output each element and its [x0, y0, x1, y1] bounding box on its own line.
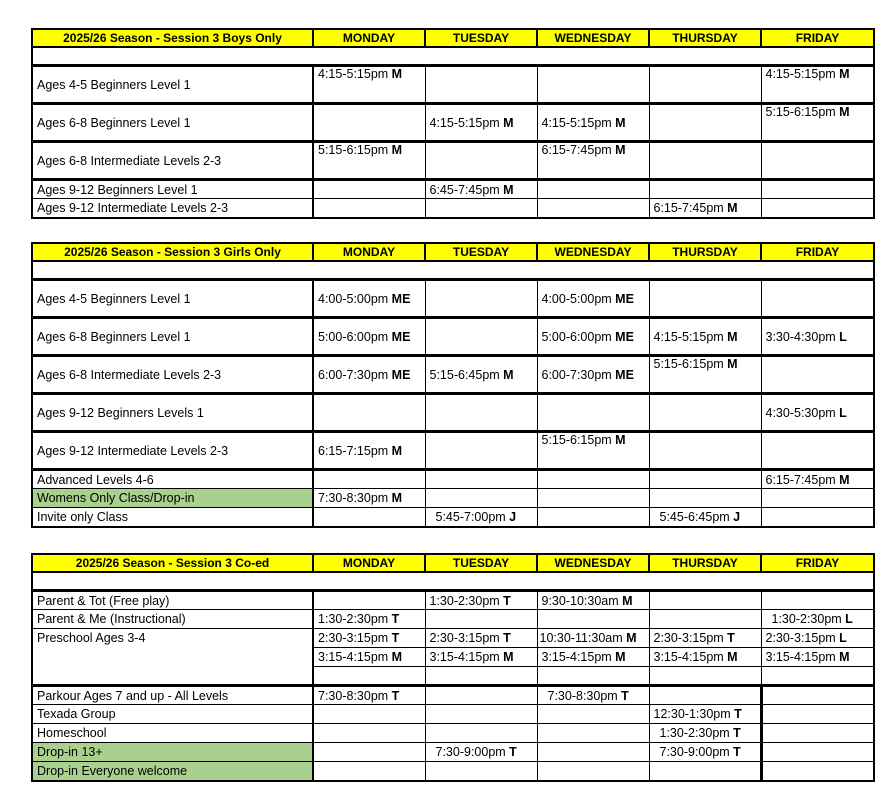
instructor-initials: M: [839, 67, 850, 81]
time-slot: [313, 591, 425, 610]
class-label: Ages 6-8 Intermediate Levels 2-3: [32, 142, 313, 180]
class-label: Ages 4-5 Beginners Level 1: [32, 280, 313, 318]
time-slot: [313, 104, 425, 142]
instructor-initials: M: [839, 472, 850, 487]
table-row: [32, 180, 874, 199]
class-label: Ages 9-12 Intermediate Levels 2-3: [32, 199, 313, 218]
time-slot: 3:15-4:15pm M: [313, 648, 425, 667]
coed-title: 2025/26 Season - Session 3 Co-ed: [32, 554, 313, 572]
instructor-initials: T: [733, 745, 741, 759]
instructor-initials: M: [391, 443, 403, 458]
coed-schedule-table: [31, 553, 875, 782]
girls-header-row: [32, 243, 874, 261]
time-slot: 2:30-3:15pm L: [761, 629, 874, 648]
class-label: Ages 6-8 Intermediate Levels 2-3: [32, 356, 313, 394]
coed-header-row: [32, 554, 874, 572]
time-slot: [313, 394, 425, 432]
boys-title: 2025/26 Season - Session 3 Boys Only: [32, 29, 313, 47]
time-slot: [649, 180, 761, 199]
class-label: Preschool Ages 3-4: [32, 629, 313, 648]
instructor-initials: M: [391, 143, 403, 157]
time-slot: 5:00-6:00pm ME: [313, 318, 425, 356]
class-label: Ages 4-5 Beginners Level 1: [32, 66, 313, 104]
table-row: [32, 142, 874, 180]
time-slot: [761, 432, 874, 470]
day-thursday: THURSDAY: [649, 243, 761, 261]
instructor-initials: J: [733, 509, 741, 524]
class-label: Parkour Ages 7 and up - All Levels: [32, 686, 313, 705]
time-slot: 2:30-3:15pm T: [425, 629, 537, 648]
instructor-initials: L: [839, 631, 847, 645]
time-slot: 3:15-4:15pm M: [425, 648, 537, 667]
table-row: [32, 394, 874, 432]
time-slot: [313, 180, 425, 199]
table-row: [32, 648, 874, 667]
day-friday: FRIDAY: [761, 554, 874, 572]
instructor-initials: M: [615, 433, 626, 447]
time-slot: 1:30-2:30pm T: [313, 610, 425, 629]
instructor-initials: M: [503, 115, 514, 130]
time-slot: 4:15-5:15pm M: [425, 104, 537, 142]
class-label: Advanced Levels 4-6: [32, 470, 313, 489]
time-slot: [425, 318, 537, 356]
time-slot: [537, 180, 649, 199]
class-label: Womens Only Class/Drop-in: [32, 489, 313, 508]
instructor-initials: M: [503, 367, 514, 382]
instructor-initials: T: [621, 688, 629, 703]
time-slot: [425, 705, 537, 724]
instructor-initials: ME: [615, 291, 634, 306]
time-slot: [313, 705, 425, 724]
time-slot: 5:15-6:15pm M: [313, 142, 425, 180]
time-slot: 5:15-6:15pm M: [761, 104, 874, 142]
time-slot: [761, 180, 874, 199]
day-thursday: THURSDAY: [649, 554, 761, 572]
time-slot: 5:00-6:00pm ME: [537, 318, 649, 356]
day-tuesday: TUESDAY: [425, 554, 537, 572]
spacer-row: [32, 47, 874, 66]
instructor-initials: M: [615, 143, 626, 157]
time-slot: [761, 489, 874, 508]
time-slot: [425, 470, 537, 489]
day-friday: FRIDAY: [761, 29, 874, 47]
instructor-initials: T: [509, 745, 517, 759]
instructor-initials: L: [839, 329, 847, 344]
day-thursday: THURSDAY: [649, 29, 761, 47]
instructor-initials: J: [509, 509, 517, 524]
instructor-initials: ME: [615, 367, 634, 382]
instructor-initials: M: [391, 491, 403, 505]
time-slot: 3:15-4:15pm M: [761, 648, 874, 667]
table-row: [32, 705, 874, 724]
time-slot: [761, 743, 874, 762]
time-slot: [761, 142, 874, 180]
table-row: [32, 489, 874, 508]
time-slot: [425, 142, 537, 180]
time-slot: [537, 394, 649, 432]
table-row: [32, 356, 874, 394]
time-slot: 6:15-7:15pm M: [313, 432, 425, 470]
instructor-initials: M: [727, 357, 738, 371]
time-slot: 1:30-2:30pm T: [649, 724, 761, 743]
instructor-initials: M: [626, 631, 637, 645]
time-slot: 5:15-6:15pm M: [649, 356, 761, 394]
time-slot: 4:00-5:00pm ME: [537, 280, 649, 318]
instructor-initials: M: [503, 650, 514, 664]
time-slot: 7:30-8:30pm T: [313, 686, 425, 705]
time-slot: [425, 686, 537, 705]
time-slot: [649, 432, 761, 470]
class-label: Drop-in Everyone welcome: [32, 762, 313, 781]
time-slot: [649, 610, 761, 629]
time-slot: 6:00-7:30pm ME: [313, 356, 425, 394]
time-slot: [649, 142, 761, 180]
time-slot: [425, 610, 537, 629]
time-slot: 6:45-7:45pm M: [425, 180, 537, 199]
table-row: [32, 686, 874, 705]
class-label: Ages 6-8 Beginners Level 1: [32, 104, 313, 142]
time-slot: [761, 762, 874, 781]
class-label: Ages 6-8 Beginners Level 1: [32, 318, 313, 356]
class-label: Ages 9-12 Intermediate Levels 2-3: [32, 432, 313, 470]
time-slot: [649, 66, 761, 104]
time-slot: 6:15-7:45pm M: [649, 199, 761, 218]
table-row: [32, 432, 874, 470]
class-label: Drop-in 13+: [32, 743, 313, 762]
day-tuesday: TUESDAY: [425, 243, 537, 261]
time-slot: [537, 508, 649, 527]
instructor-initials: T: [734, 707, 742, 721]
time-slot: 5:15-6:15pm M: [537, 432, 649, 470]
table-row: [32, 762, 874, 781]
time-slot: [425, 762, 537, 781]
table-row: [32, 629, 874, 648]
instructor-initials: T: [391, 612, 400, 626]
time-slot: 1:30-2:30pm T: [425, 591, 537, 610]
time-slot: 6:15-7:45pm M: [537, 142, 649, 180]
instructor-initials: ME: [391, 367, 411, 382]
time-slot: 10:30-11:30am M: [537, 629, 649, 648]
time-slot: 7:30-8:30pm M: [313, 489, 425, 508]
time-slot: [313, 470, 425, 489]
table-row: [32, 470, 874, 489]
time-slot: [313, 762, 425, 781]
time-slot: 3:15-4:15pm M: [537, 648, 649, 667]
time-slot: [761, 724, 874, 743]
time-slot: [537, 199, 649, 218]
class-label: Texada Group: [32, 705, 313, 724]
time-slot: [537, 762, 649, 781]
instructor-initials: T: [503, 593, 511, 608]
time-slot: 4:30-5:30pm L: [761, 394, 874, 432]
time-slot: 4:00-5:00pm ME: [313, 280, 425, 318]
time-slot: [537, 66, 649, 104]
spacer-row: [32, 667, 874, 686]
time-slot: 7:30-9:00pm T: [425, 743, 537, 762]
instructor-initials: L: [839, 405, 847, 420]
table-row: [32, 199, 874, 218]
time-slot: [425, 432, 537, 470]
instructor-initials: T: [503, 631, 511, 645]
class-label: Invite only Class: [32, 508, 313, 527]
instructor-initials: M: [727, 329, 738, 344]
time-slot: [425, 724, 537, 743]
class-label: Parent & Tot (Free play): [32, 591, 313, 610]
time-slot: [537, 470, 649, 489]
instructor-initials: T: [727, 631, 735, 645]
time-slot: [313, 743, 425, 762]
time-slot: [313, 508, 425, 527]
time-slot: [761, 280, 874, 318]
time-slot: 5:15-6:45pm M: [425, 356, 537, 394]
time-slot: [649, 686, 761, 705]
time-slot: 4:15-5:15pm M: [649, 318, 761, 356]
table-row: [32, 280, 874, 318]
class-label: Ages 9-12 Beginners Levels 1: [32, 394, 313, 432]
time-slot: [761, 508, 874, 527]
time-slot: [425, 280, 537, 318]
instructor-initials: M: [727, 650, 738, 664]
time-slot: [649, 470, 761, 489]
day-wednesday: WEDNESDAY: [537, 554, 649, 572]
class-label: Homeschool: [32, 724, 313, 743]
instructor-initials: ME: [391, 291, 411, 306]
time-slot: 5:45-7:00pm J: [425, 508, 537, 527]
day-wednesday: WEDNESDAY: [537, 29, 649, 47]
time-slot: 7:30-9:00pm T: [649, 743, 761, 762]
girls-title: 2025/26 Season - Session 3 Girls Only: [32, 243, 313, 261]
table-row: [32, 318, 874, 356]
instructor-initials: M: [391, 650, 403, 664]
time-slot: [313, 724, 425, 743]
boys-schedule-table: [31, 28, 875, 219]
time-slot: [761, 591, 874, 610]
table-row: [32, 591, 874, 610]
day-monday: MONDAY: [313, 554, 425, 572]
instructor-initials: M: [622, 593, 633, 608]
table-row: [32, 104, 874, 142]
instructor-initials: T: [391, 631, 400, 645]
time-slot: [761, 686, 874, 705]
instructor-initials: T: [391, 688, 400, 703]
instructor-initials: ME: [615, 329, 634, 344]
time-slot: [425, 199, 537, 218]
time-slot: [649, 104, 761, 142]
time-slot: [649, 762, 761, 781]
time-slot: [537, 743, 649, 762]
time-slot: 12:30-1:30pm T: [649, 705, 761, 724]
class-label: Parent & Me (Instructional): [32, 610, 313, 629]
time-slot: 2:30-3:15pm T: [313, 629, 425, 648]
instructor-initials: M: [839, 650, 850, 664]
instructor-initials: M: [839, 105, 850, 119]
time-slot: [649, 280, 761, 318]
instructor-initials: M: [615, 115, 626, 130]
day-monday: MONDAY: [313, 243, 425, 261]
table-row: [32, 724, 874, 743]
time-slot: 4:15-5:15pm M: [761, 66, 874, 104]
time-slot: [761, 705, 874, 724]
time-slot: [537, 724, 649, 743]
class-label: Ages 9-12 Beginners Level 1: [32, 180, 313, 199]
time-slot: [761, 199, 874, 218]
instructor-initials: T: [733, 726, 741, 740]
spacer-row: [32, 261, 874, 280]
time-slot: 6:00-7:30pm ME: [537, 356, 649, 394]
time-slot: [537, 705, 649, 724]
instructor-initials: M: [503, 182, 514, 197]
day-tuesday: TUESDAY: [425, 29, 537, 47]
girls-schedule-table: [31, 242, 875, 528]
time-slot: 5:45-6:45pm J: [649, 508, 761, 527]
time-slot: 6:15-7:45pm M: [761, 470, 874, 489]
table-row: [32, 610, 874, 629]
time-slot: [313, 199, 425, 218]
time-slot: 2:30-3:15pm T: [649, 629, 761, 648]
time-slot: 3:15-4:15pm M: [649, 648, 761, 667]
time-slot: 3:30-4:30pm L: [761, 318, 874, 356]
table-row: [32, 743, 874, 762]
time-slot: [761, 356, 874, 394]
table-row: [32, 66, 874, 104]
time-slot: [425, 394, 537, 432]
table-row: [32, 508, 874, 527]
day-wednesday: WEDNESDAY: [537, 243, 649, 261]
instructor-initials: ME: [391, 329, 411, 344]
instructor-initials: M: [727, 200, 738, 215]
day-friday: FRIDAY: [761, 243, 874, 261]
day-monday: MONDAY: [313, 29, 425, 47]
instructor-initials: L: [845, 612, 853, 626]
time-slot: [649, 489, 761, 508]
time-slot: [425, 66, 537, 104]
time-slot: 9:30-10:30am M: [537, 591, 649, 610]
instructor-initials: M: [391, 67, 403, 81]
time-slot: [537, 489, 649, 508]
boys-header-row: [32, 29, 874, 47]
time-slot: 4:15-5:15pm M: [537, 104, 649, 142]
time-slot: [425, 489, 537, 508]
time-slot: 7:30-8:30pm T: [537, 686, 649, 705]
class-label: [32, 648, 313, 667]
time-slot: 1:30-2:30pm L: [761, 610, 874, 629]
instructor-initials: M: [615, 650, 626, 664]
time-slot: [649, 394, 761, 432]
time-slot: 4:15-5:15pm M: [313, 66, 425, 104]
time-slot: [537, 610, 649, 629]
spacer-row: [32, 572, 874, 591]
time-slot: [649, 591, 761, 610]
